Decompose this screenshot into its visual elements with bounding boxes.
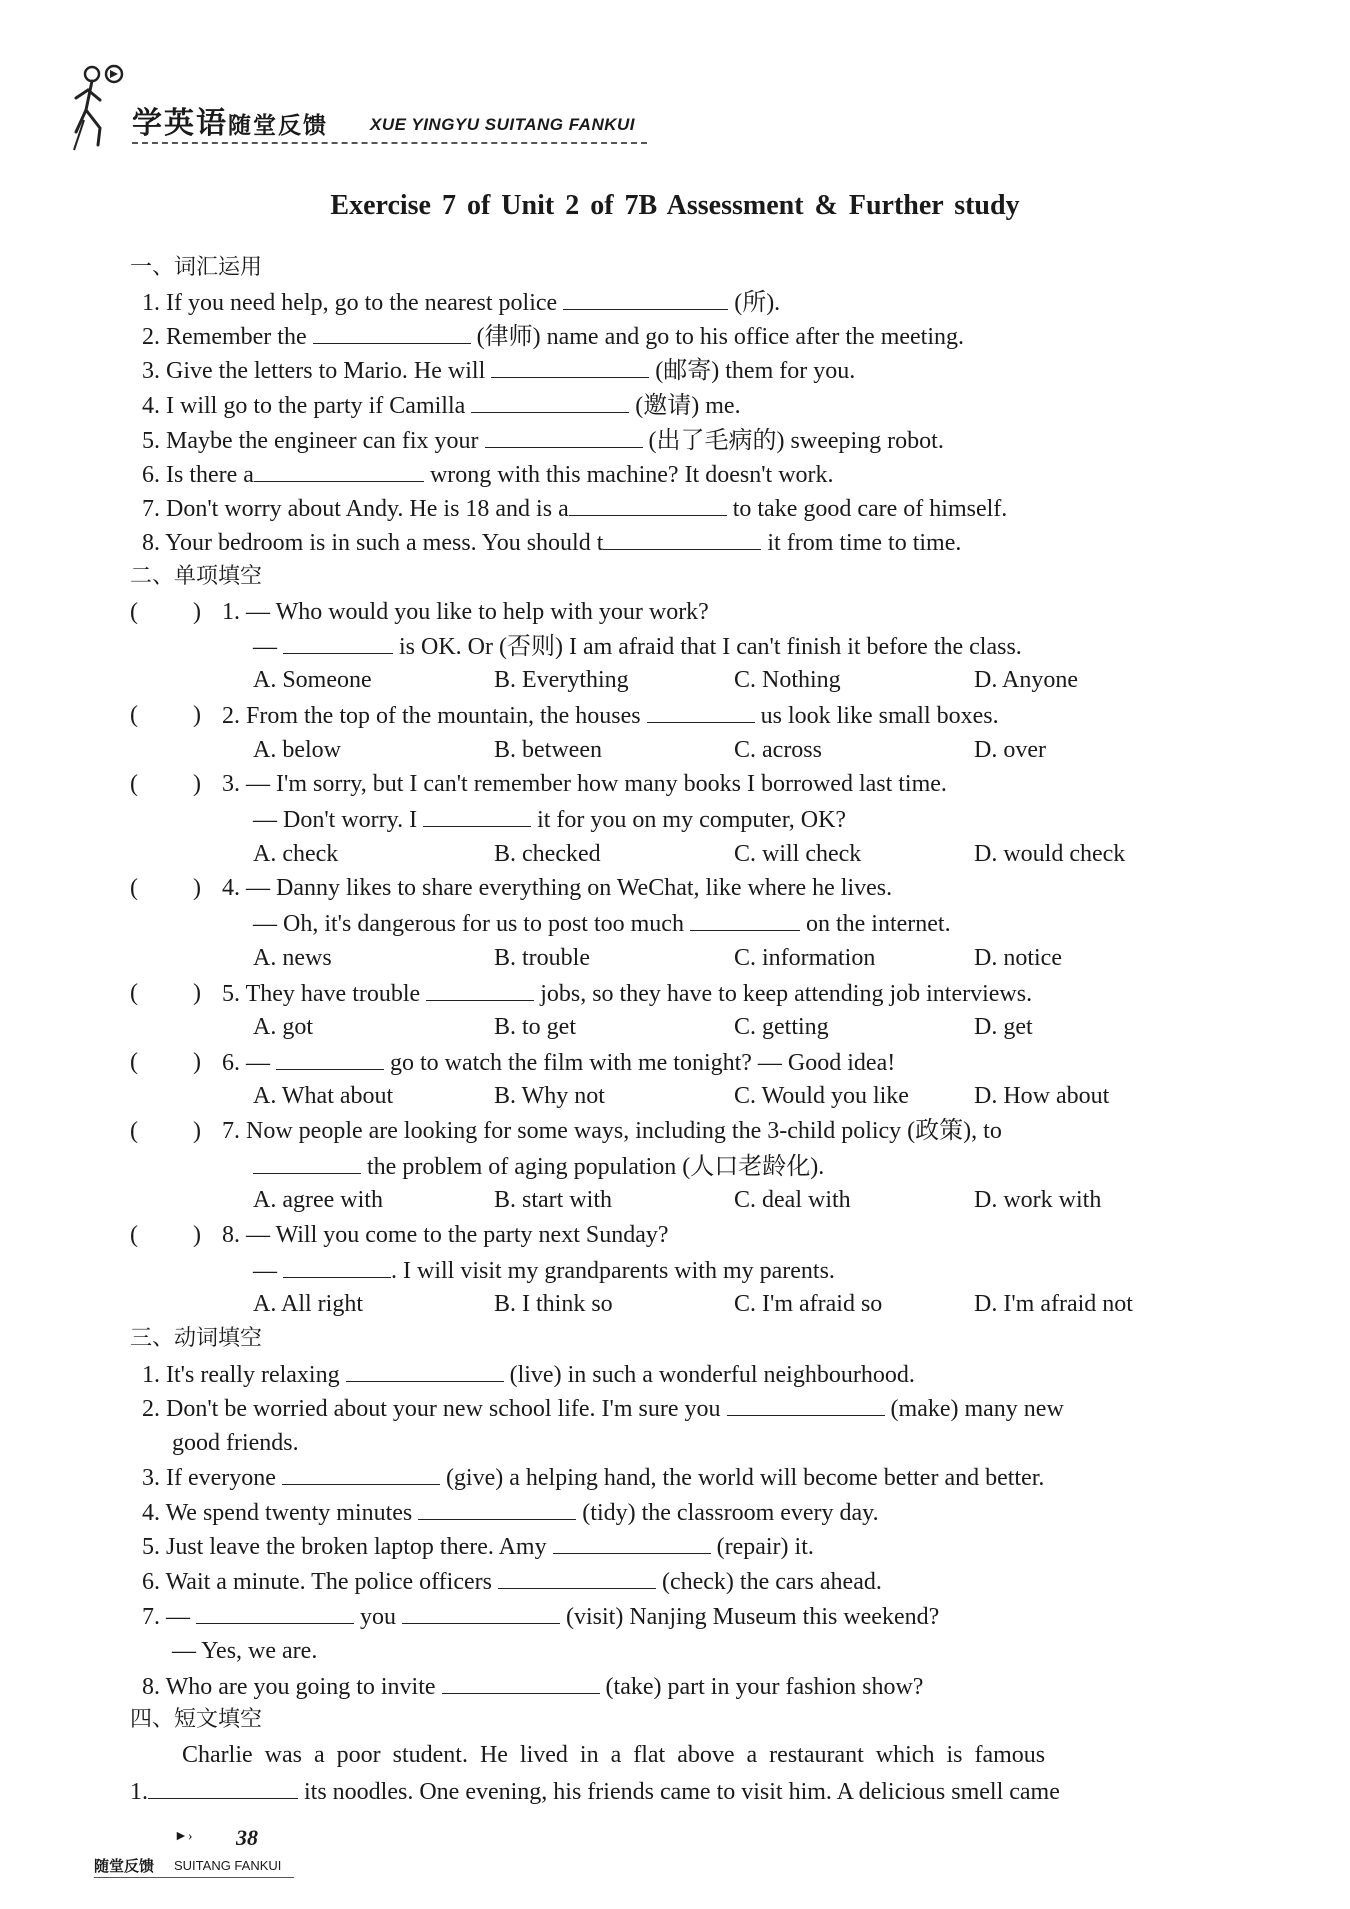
answer-blank[interactable] — [485, 425, 643, 448]
question-line: — . I will visit my grandparents with my parents. — [253, 1255, 835, 1286]
list-item: 1. If you need help, go to the nearest police (所). — [142, 287, 780, 318]
option-b[interactable]: B. Why not — [494, 1083, 605, 1109]
logo-title: 学英语随堂反馈 — [132, 106, 328, 141]
answer-blank[interactable] — [283, 631, 393, 654]
answer-blank[interactable] — [553, 1531, 711, 1554]
question-line: the problem of aging population (人口老龄化). — [253, 1151, 824, 1182]
answer-paren-open: ( — [130, 1118, 138, 1144]
list-item: 4. We spend twenty minutes (tidy) the classroom every day. — [142, 1497, 879, 1528]
option-c[interactable]: C. I'm afraid so — [734, 1291, 883, 1317]
answer-paren-open: ( — [130, 875, 138, 901]
option-b[interactable]: B. Everything — [494, 667, 629, 693]
answer-blank[interactable] — [471, 390, 629, 413]
answer-blank[interactable] — [282, 1462, 440, 1485]
answer-paren-open: ( — [130, 771, 138, 797]
answer-blank[interactable] — [442, 1671, 600, 1694]
list-item: 8. Your bedroom is in such a mess. You should t it from time to time. — [142, 527, 961, 558]
answer-blank[interactable] — [491, 355, 649, 378]
option-b[interactable]: B. trouble — [494, 945, 590, 971]
answer-blank[interactable] — [283, 1255, 391, 1278]
option-c[interactable]: C. deal with — [734, 1187, 851, 1213]
option-c[interactable]: C. getting — [734, 1014, 829, 1040]
list-item: 3. If everyone (give) a helping hand, the world will become better and better. — [142, 1462, 1044, 1493]
page-number: 38 — [236, 1825, 258, 1850]
answer-paren-close: ) — [193, 771, 201, 797]
answer-blank[interactable] — [346, 1359, 504, 1382]
list-item: 7. Don't worry about Andy. He is 18 and is a to take good care of himself. — [142, 493, 1007, 524]
answer-paren-close: ) — [193, 702, 201, 728]
question-line: 6. — go to watch the film with me tonight? — Good idea! — [222, 1047, 895, 1078]
question-line: — is OK. Or (否则) I am afraid that I can't finish it before the class. — [253, 631, 1022, 662]
answer-blank[interactable] — [498, 1566, 656, 1589]
answer-blank[interactable] — [402, 1601, 560, 1624]
question-line: 8. — Will you come to the party next Sunday? — [222, 1222, 669, 1248]
answer-blank[interactable] — [727, 1393, 885, 1416]
answer-blank[interactable] — [423, 804, 531, 827]
section-heading: 四、短文填空 — [130, 1707, 263, 1732]
option-d[interactable]: D. Anyone — [974, 667, 1078, 693]
question-line: 4. — Danny likes to share everything on WeChat, like where he lives. — [222, 875, 893, 901]
arrow-icon: ►› — [174, 1829, 193, 1844]
section-heading: 三、动词填空 — [130, 1326, 263, 1351]
option-d[interactable]: D. work with — [974, 1187, 1102, 1213]
option-c[interactable]: C. will check — [734, 841, 862, 867]
answer-blank[interactable] — [418, 1497, 576, 1520]
option-d[interactable]: D. I'm afraid not — [974, 1291, 1133, 1317]
answer-blank[interactable] — [647, 700, 755, 723]
answer-blank[interactable] — [426, 978, 534, 1001]
answer-paren-open: ( — [130, 702, 138, 728]
answer-blank[interactable] — [603, 527, 761, 550]
option-a[interactable]: A. What about — [253, 1083, 394, 1109]
answer-blank[interactable] — [253, 1151, 361, 1174]
answer-blank[interactable] — [148, 1776, 298, 1799]
option-a[interactable]: A. news — [253, 945, 332, 971]
answer-blank[interactable] — [254, 459, 424, 482]
passage-line: 1. its noodles. One evening, his friends came to visit him. A delicious smell came — [130, 1776, 1060, 1807]
option-a[interactable]: A. All right — [253, 1291, 364, 1317]
answer-paren-open: ( — [130, 599, 138, 625]
list-item: 2. Don't be worried about your new school life. I'm sure you (make) many new — [142, 1393, 1064, 1424]
list-item: 3. Give the letters to Mario. He will (邮寄) them for you. — [142, 355, 855, 386]
option-c[interactable]: C. information — [734, 945, 876, 971]
header-banner — [70, 60, 650, 155]
answer-paren-close: ) — [193, 599, 201, 625]
passage-line: Charlie was a poor student. He lived in a flat above a restaurant which is famous — [182, 1742, 1046, 1768]
answer-blank[interactable] — [563, 287, 728, 310]
option-d[interactable]: D. notice — [974, 945, 1062, 971]
option-d[interactable]: D. would check — [974, 841, 1126, 867]
list-item: — Yes, we are. — [172, 1638, 318, 1664]
option-d[interactable]: D. over — [974, 737, 1046, 763]
list-item: 2. Remember the (律师) name and go to his office after the meeting. — [142, 321, 964, 352]
list-item: 6. Wait a minute. The police officers (check) the cars ahead. — [142, 1566, 882, 1597]
logo-pinyin: XUE YINGYU SUITANG FANKUI — [370, 115, 636, 134]
list-item: 8. Who are you going to invite (take) part in your fashion show? — [142, 1671, 923, 1702]
section-heading: 二、单项填空 — [130, 564, 263, 589]
option-a[interactable]: A. check — [253, 841, 339, 867]
answer-paren-close: ) — [193, 1222, 201, 1248]
list-item: 6. Is there a wrong with this machine? It doesn't work. — [142, 459, 834, 490]
list-item: 5. Maybe the engineer can fix your (出了毛病的) sweeping robot. — [142, 425, 944, 456]
question-line: — Oh, it's dangerous for us to post too much on the internet. — [253, 908, 951, 939]
question-line: 3. — I'm sorry, but I can't remember how many books I borrowed last time. — [222, 771, 947, 797]
answer-paren-close: ) — [193, 1118, 201, 1144]
option-a[interactable]: A. Someone — [253, 667, 372, 693]
option-d[interactable]: D. get — [974, 1014, 1033, 1040]
list-item: 7. — you (visit) Nanjing Museum this weekend? — [142, 1601, 939, 1632]
section-heading: 一、词汇运用 — [130, 255, 263, 280]
option-a[interactable]: A. below — [253, 737, 341, 763]
answer-blank[interactable] — [276, 1047, 384, 1070]
list-item: good friends. — [172, 1430, 299, 1456]
answer-blank[interactable] — [196, 1601, 354, 1624]
answer-paren-close: ) — [193, 1049, 201, 1075]
option-d[interactable]: D. How about — [974, 1083, 1110, 1109]
answer-paren-open: ( — [130, 1049, 138, 1075]
option-c[interactable]: C. Nothing — [734, 667, 841, 693]
option-c[interactable]: C. Would you like — [734, 1083, 909, 1109]
answer-blank[interactable] — [690, 908, 800, 931]
option-b[interactable]: B. start with — [494, 1187, 612, 1213]
question-line: 1. — Who would you like to help with your work? — [222, 599, 709, 625]
answer-paren-open: ( — [130, 980, 138, 1006]
question-line: 5. They have trouble jobs, so they have to keep attending job interviews. — [222, 978, 1032, 1009]
list-item: 1. It's really relaxing (live) in such a wonderful neighbourhood. — [142, 1359, 915, 1390]
answer-paren-close: ) — [193, 875, 201, 901]
option-a[interactable]: A. agree with — [253, 1187, 383, 1213]
option-c[interactable]: C. across — [734, 737, 822, 763]
answer-blank[interactable] — [313, 321, 471, 344]
page-title: Exercise 7 of Unit 2 of 7B Assessment & Further study — [330, 190, 1020, 221]
footer-pinyin: SUITANG FANKUI — [174, 1858, 282, 1873]
list-item: 4. I will go to the party if Camilla (邀请) me. — [142, 390, 741, 421]
option-b[interactable]: B. checked — [494, 841, 601, 867]
runner-logo-icon — [70, 60, 130, 155]
footer-divider — [94, 1877, 294, 1878]
page-footer — [94, 1825, 324, 1880]
question-line: 2. From the top of the mountain, the houses us look like small boxes. — [222, 700, 999, 731]
answer-blank[interactable] — [569, 493, 727, 516]
footer-logo: 随堂反馈 — [94, 1857, 155, 1875]
option-b[interactable]: B. between — [494, 737, 602, 763]
header-divider — [132, 142, 647, 144]
option-b[interactable]: B. to get — [494, 1014, 576, 1040]
answer-paren-close: ) — [193, 980, 201, 1006]
option-a[interactable]: A. got — [253, 1014, 313, 1040]
question-line: — Don't worry. I it for you on my computer, OK? — [253, 804, 846, 835]
answer-paren-open: ( — [130, 1222, 138, 1248]
option-b[interactable]: B. I think so — [494, 1291, 613, 1317]
question-line: 7. Now people are looking for some ways, including the 3-child policy (政策), to — [222, 1118, 1002, 1144]
list-item: 5. Just leave the broken laptop there. Amy (repair) it. — [142, 1531, 814, 1562]
